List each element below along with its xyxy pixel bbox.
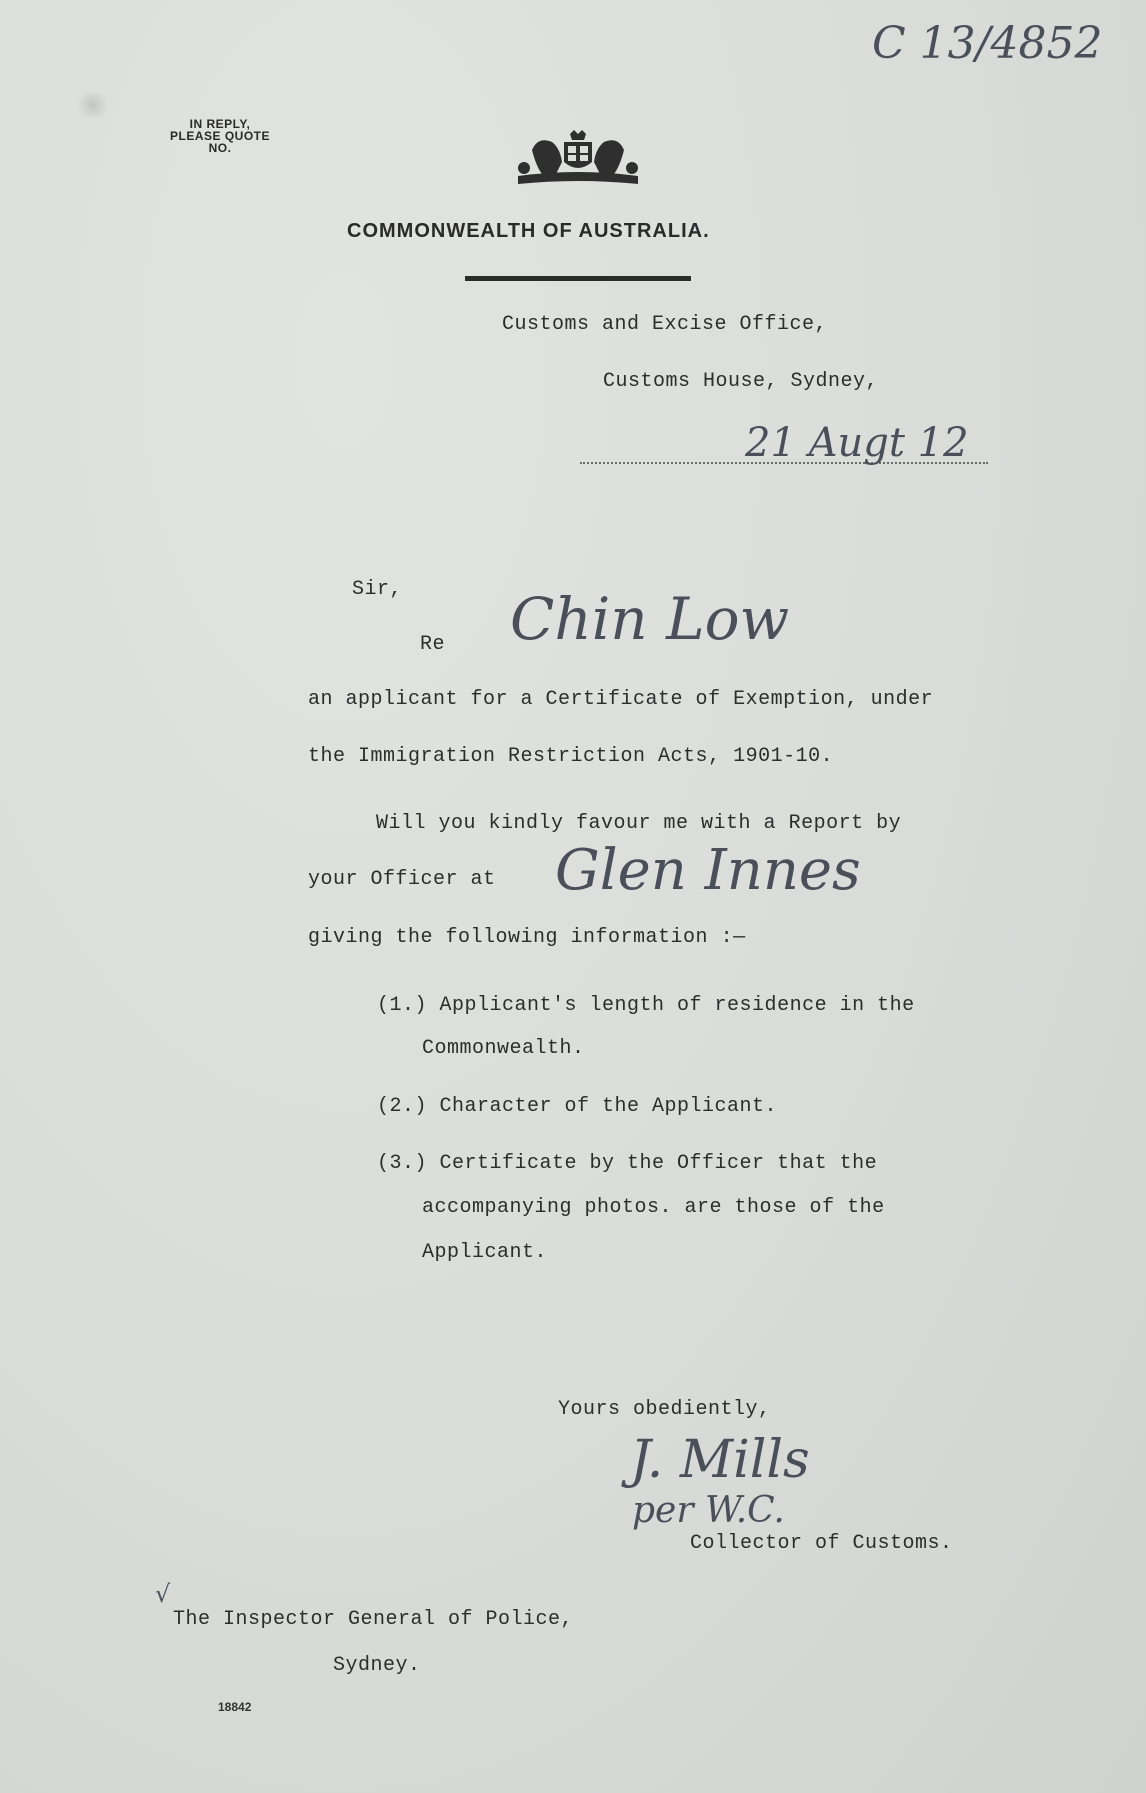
address-house: Customs House, Sydney, (603, 370, 879, 393)
coat-of-arms-icon (512, 128, 644, 191)
body-line-giving: giving the following information :— (308, 926, 746, 949)
salutation: Sir, (352, 578, 403, 601)
reply-line-2: PLEASE QUOTE (170, 129, 271, 143)
list-item-2: (2.) Character of the Applicant. (377, 1095, 778, 1118)
letterhead-title: COMMONWEALTH OF AUSTRALIA. (347, 220, 710, 242)
re-label: Re (420, 633, 446, 656)
reply-line-1: IN REPLY, (189, 117, 251, 131)
body-line-acts: the Immigration Restriction Acts, 1901-10. (308, 745, 834, 768)
body-line-officer: your Officer at (308, 868, 496, 891)
heading-rule (465, 276, 691, 281)
closing: Yours obediently, (558, 1398, 771, 1421)
reply-quote-block (170, 118, 270, 154)
signature-title: Collector of Customs. (690, 1532, 953, 1555)
list-item-1: (1.) Applicant's length of residence in the (377, 994, 915, 1017)
handwritten-signature: J. Mills (630, 1430, 810, 1490)
tick-mark: √ (155, 1580, 171, 1608)
list-item-3: (3.) Certificate by the Officer that the (377, 1152, 878, 1175)
body-line-request: Will you kindly favour me with a Report by (376, 812, 902, 835)
handwritten-place: Glen Innes (555, 838, 861, 903)
handwritten-date: 21 Augt 12 (745, 420, 969, 466)
handwritten-signature-per: per W.C. (632, 1490, 785, 1531)
body-line-applicant: an applicant for a Certificate of Exemption, under (308, 688, 934, 711)
handwritten-file-reference: C 13/4852 (872, 18, 1103, 69)
list-item-3-continued-1: accompanying photos. are those of the (422, 1196, 885, 1219)
list-item-3-continued-2: Applicant. (422, 1241, 548, 1264)
paper-blemish (74, 92, 112, 118)
addressee-city: Sydney. (333, 1654, 421, 1677)
reply-line-3: NO. (208, 141, 232, 155)
handwritten-applicant-name: Chin Low (510, 585, 790, 653)
addressee: The Inspector General of Police, (173, 1608, 574, 1631)
print-code: 18842 (218, 1700, 252, 1714)
address-office: Customs and Excise Office, (502, 313, 828, 336)
list-item-1-continued: Commonwealth. (422, 1037, 585, 1060)
